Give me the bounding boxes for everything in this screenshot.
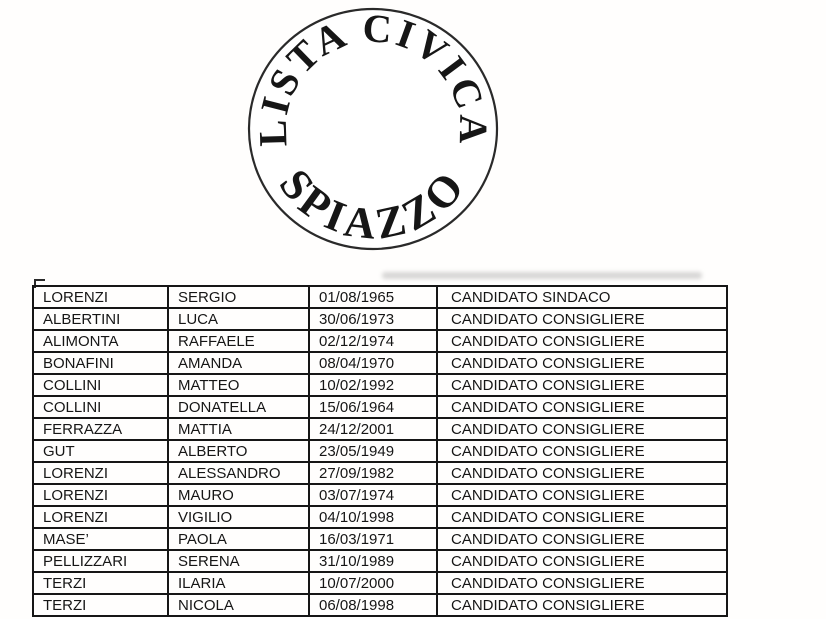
candidate-row xyxy=(33,572,727,594)
first-name-cell: MATTEO xyxy=(168,374,309,396)
logo-bottom-text: SPIAZZO xyxy=(269,159,477,250)
birth-date-cell: 27/09/1982 xyxy=(309,462,437,484)
surname-cell: GUT xyxy=(33,440,168,462)
birth-date-cell: 16/03/1971 xyxy=(309,528,437,550)
candidate-row xyxy=(33,506,727,528)
candidate-row xyxy=(33,528,727,550)
role-cell: CANDIDATO CONSIGLIERE xyxy=(437,374,727,396)
birth-date-cell: 23/05/1949 xyxy=(309,440,437,462)
first-name-cell: ALBERTO xyxy=(168,440,309,462)
candidate-row xyxy=(33,550,727,572)
surname-cell: COLLINI xyxy=(33,396,168,418)
role-cell: CANDIDATO CONSIGLIERE xyxy=(437,528,727,550)
first-name-cell: NICOLA xyxy=(168,594,309,616)
birth-date-cell: 24/12/2001 xyxy=(309,418,437,440)
surname-cell: PELLIZZARI xyxy=(33,550,168,572)
candidate-row xyxy=(33,484,727,506)
candidate-row xyxy=(33,594,727,616)
birth-date-cell: 08/04/1970 xyxy=(309,352,437,374)
candidate-table xyxy=(32,285,728,617)
role-cell: CANDIDATO CONSIGLIERE xyxy=(437,352,727,374)
candidate-row xyxy=(33,440,727,462)
surname-cell: ALIMONTA xyxy=(33,330,168,352)
surname-cell: BONAFINI xyxy=(33,352,168,374)
surname-cell: TERZI xyxy=(33,594,168,616)
role-cell: CANDIDATO CONSIGLIERE xyxy=(437,594,727,616)
candidate-row xyxy=(33,352,727,374)
role-cell: CANDIDATO CONSIGLIERE xyxy=(437,418,727,440)
candidate-row xyxy=(33,286,727,308)
first-name-cell: AMANDA xyxy=(168,352,309,374)
role-cell: CANDIDATO CONSIGLIERE xyxy=(437,330,727,352)
birth-date-cell: 31/10/1989 xyxy=(309,550,437,572)
birth-date-cell: 01/08/1965 xyxy=(309,286,437,308)
first-name-cell: VIGILIO xyxy=(168,506,309,528)
first-name-cell: ALESSANDRO xyxy=(168,462,309,484)
birth-date-cell: 03/07/1974 xyxy=(309,484,437,506)
role-cell: CANDIDATO CONSIGLIERE xyxy=(437,308,727,330)
candidate-row xyxy=(33,308,727,330)
first-name-cell: DONATELLA xyxy=(168,396,309,418)
surname-cell: LORENZI xyxy=(33,484,168,506)
birth-date-cell: 10/02/1992 xyxy=(309,374,437,396)
first-name-cell: ILARIA xyxy=(168,572,309,594)
role-cell: CANDIDATO CONSIGLIERE xyxy=(437,550,727,572)
first-name-cell: SERGIO xyxy=(168,286,309,308)
candidate-row xyxy=(33,462,727,484)
first-name-cell: RAFFAELE xyxy=(168,330,309,352)
first-name-cell: MATTIA xyxy=(168,418,309,440)
role-cell: CANDIDATO CONSIGLIERE xyxy=(437,396,727,418)
scan-smudge xyxy=(382,272,702,279)
role-cell: CANDIDATO CONSIGLIERE xyxy=(437,506,727,528)
surname-cell: LORENZI xyxy=(33,506,168,528)
surname-cell: ALBERTINI xyxy=(33,308,168,330)
birth-date-cell: 02/12/1974 xyxy=(309,330,437,352)
candidate-table-body xyxy=(33,286,727,616)
candidate-row xyxy=(33,418,727,440)
surname-cell: COLLINI xyxy=(33,374,168,396)
role-cell: CANDIDATO CONSIGLIERE xyxy=(437,462,727,484)
first-name-cell: MAURO xyxy=(168,484,309,506)
logo-top-text: LISTA CIVICA xyxy=(249,5,497,148)
birth-date-cell: 30/06/1973 xyxy=(309,308,437,330)
role-cell: CANDIDATO CONSIGLIERE xyxy=(437,572,727,594)
birth-date-cell: 15/06/1964 xyxy=(309,396,437,418)
surname-cell: MASE’ xyxy=(33,528,168,550)
birth-date-cell: 10/07/2000 xyxy=(309,572,437,594)
surname-cell: LORENZI xyxy=(33,286,168,308)
candidate-row xyxy=(33,330,727,352)
first-name-cell: LUCA xyxy=(168,308,309,330)
role-cell: CANDIDATO CONSIGLIERE xyxy=(437,484,727,506)
candidate-row xyxy=(33,374,727,396)
party-logo xyxy=(242,2,504,254)
surname-cell: FERRAZZA xyxy=(33,418,168,440)
surname-cell: LORENZI xyxy=(33,462,168,484)
first-name-cell: PAOLA xyxy=(168,528,309,550)
role-cell: CANDIDATO CONSIGLIERE xyxy=(437,440,727,462)
first-name-cell: SERENA xyxy=(168,550,309,572)
birth-date-cell: 04/10/1998 xyxy=(309,506,437,528)
birth-date-cell: 06/08/1998 xyxy=(309,594,437,616)
candidate-row xyxy=(33,396,727,418)
role-cell: CANDIDATO SINDACO xyxy=(437,286,727,308)
surname-cell: TERZI xyxy=(33,572,168,594)
